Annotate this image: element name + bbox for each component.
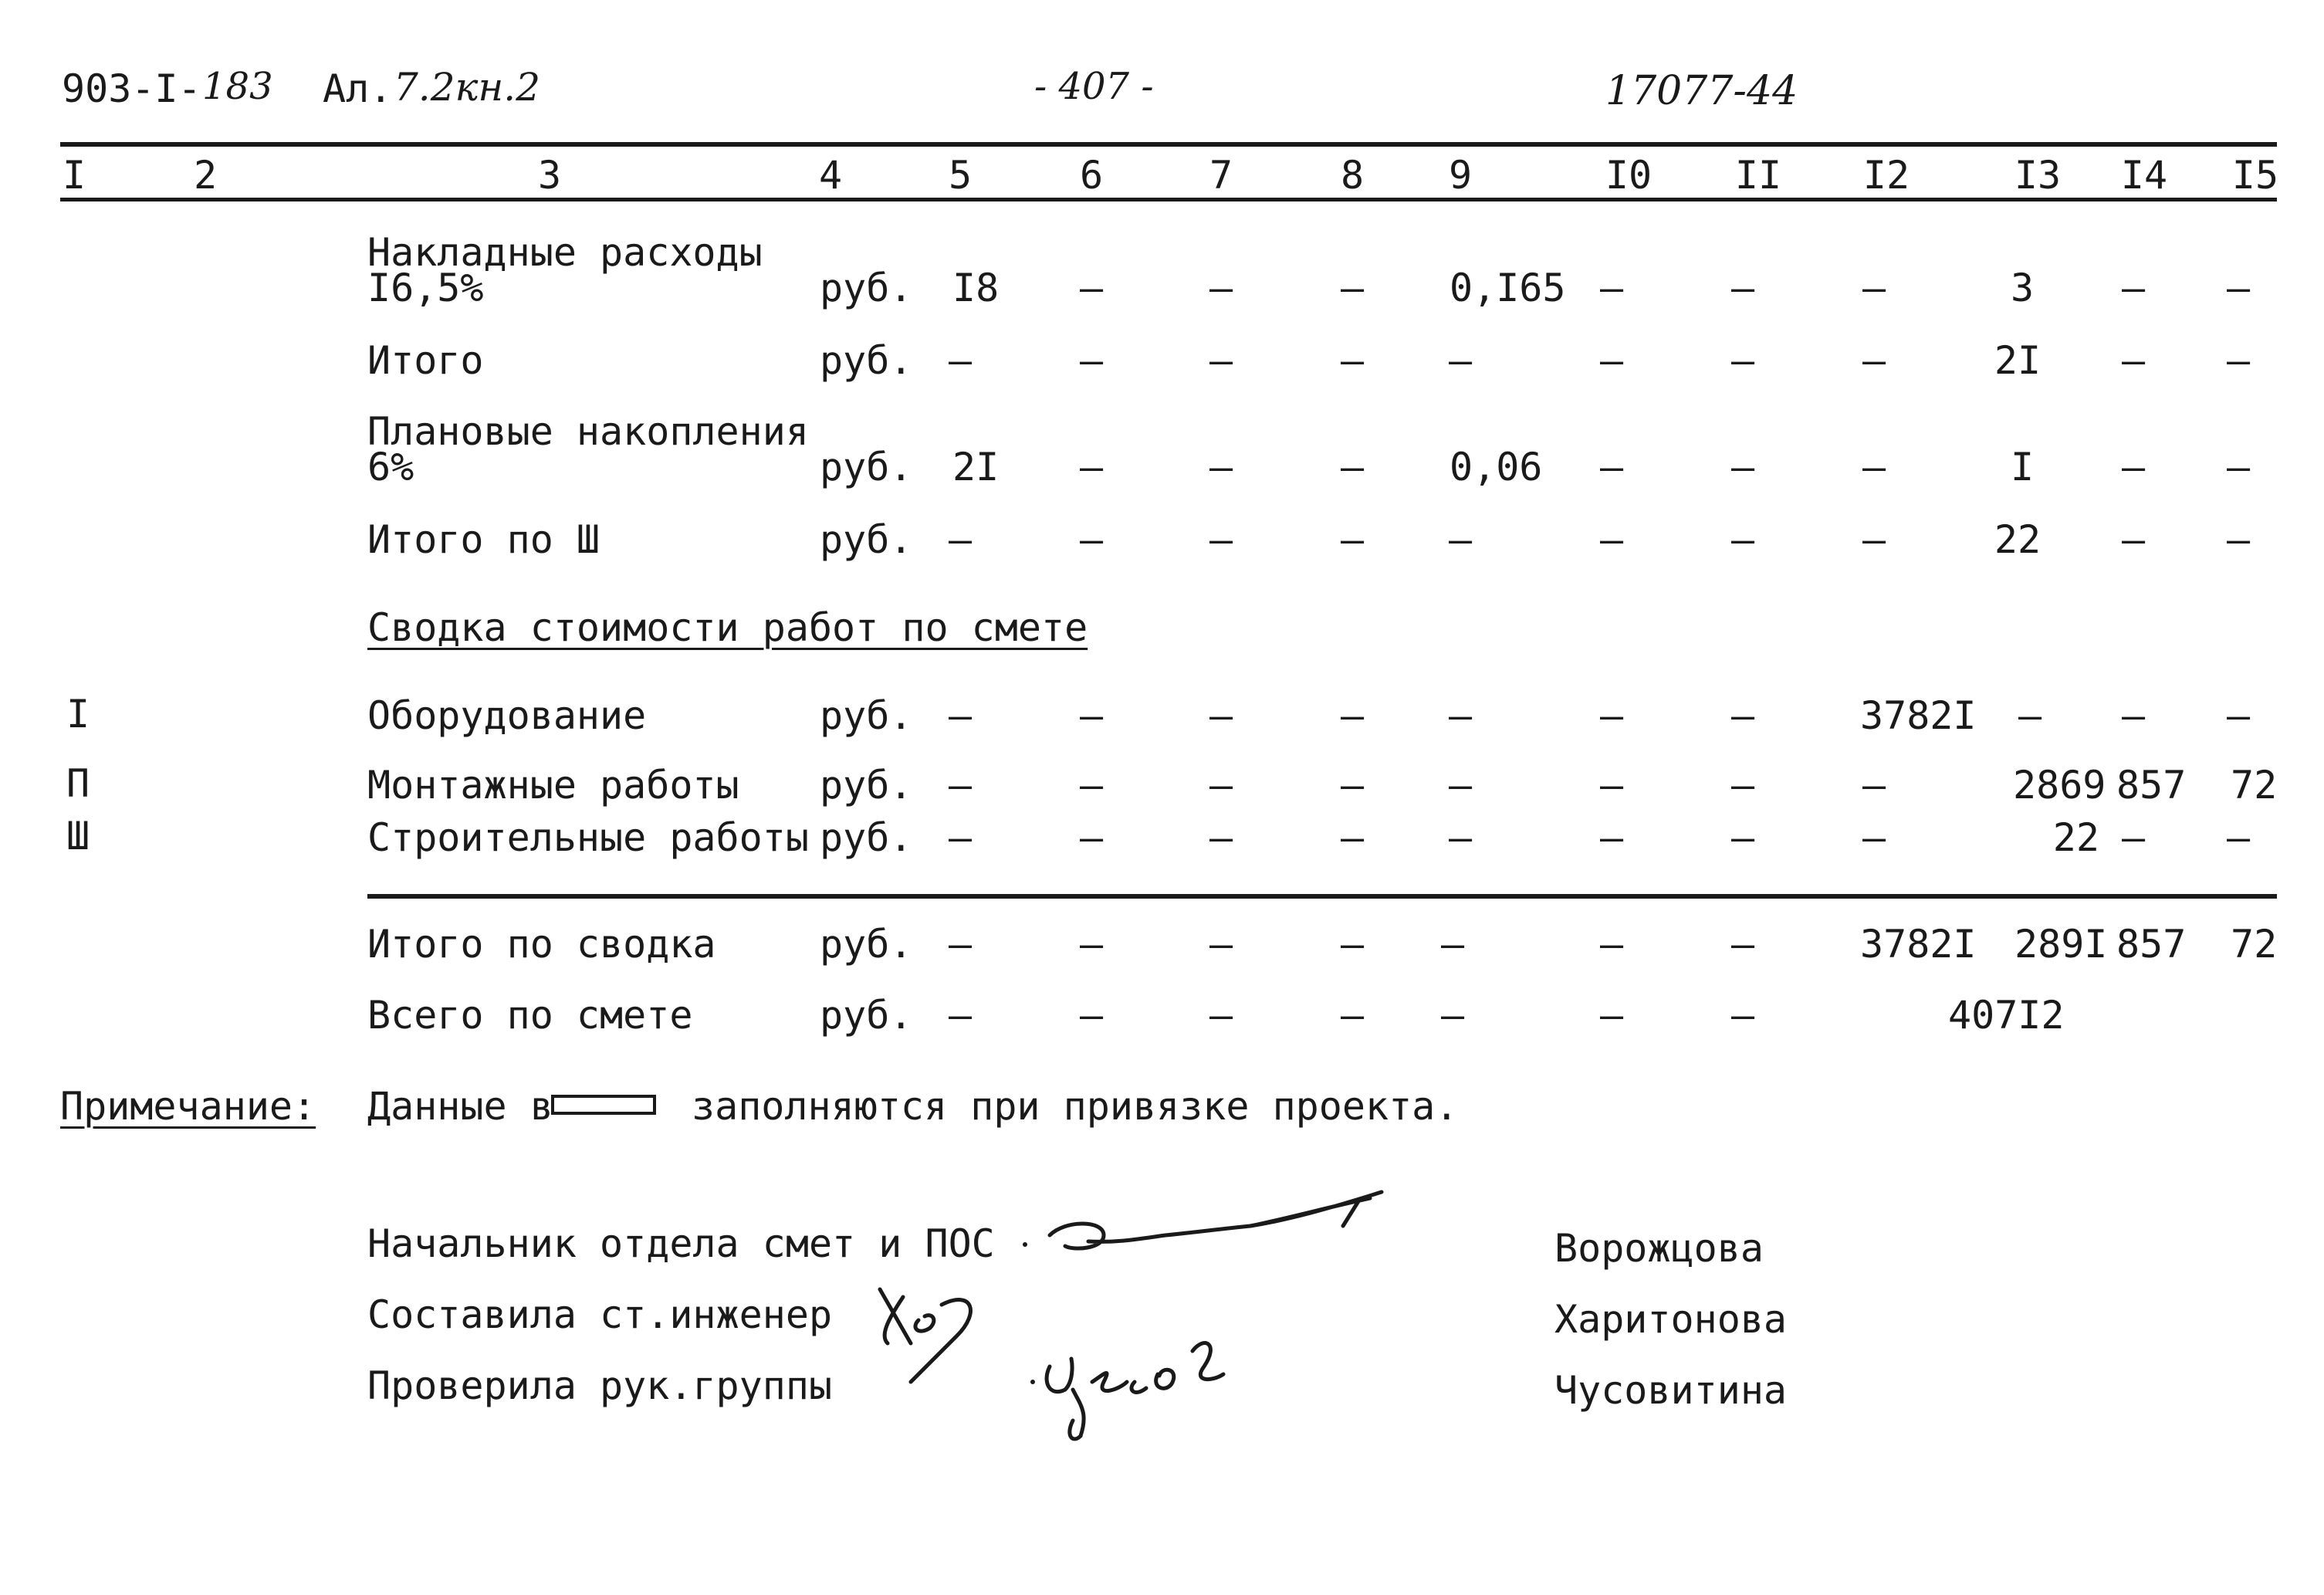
cell-col12: 3782I (1860, 922, 1977, 967)
cell-col5: 2I (952, 445, 1000, 489)
cell-col14: – (2121, 338, 2146, 383)
row-number: I (66, 692, 90, 737)
cell-col15: – (2226, 693, 2251, 738)
unit-cell: руб. (820, 266, 913, 310)
cell-col13: 289I (2014, 922, 2108, 967)
column-number: 9 (1448, 153, 1473, 198)
unit-cell: руб. (820, 763, 913, 808)
cell-col15: 72 (2231, 922, 2278, 967)
cell-col14: – (2121, 693, 2146, 738)
cell-col13: – (2018, 693, 2042, 738)
unit-cell: руб. (820, 338, 913, 383)
cell-col8: – (1340, 922, 1365, 967)
fill-in-box-symbol (551, 1095, 656, 1115)
signature-head (1019, 1181, 1405, 1266)
column-number: 7 (1209, 153, 1233, 198)
cell-col7: – (1209, 922, 1233, 967)
column-number: II (1734, 153, 1782, 198)
cell-col12: – (1862, 517, 1886, 562)
cell-col6: – (1079, 922, 1104, 967)
cell-col11: – (1730, 266, 1755, 310)
cell-col10: – (1599, 338, 1624, 383)
cell-col6: – (1079, 993, 1104, 1038)
cell-col14: – (2121, 266, 2146, 310)
cell-col7: – (1209, 445, 1233, 489)
cell-col9: – (1448, 338, 1473, 383)
column-number: 2 (193, 153, 218, 198)
cell-col8: – (1340, 815, 1365, 860)
cell-col11: – (1730, 815, 1755, 860)
cell-col13: 3 (2010, 266, 2035, 310)
series-number-handwritten: 183 (202, 65, 273, 108)
column-number: I (62, 153, 86, 198)
cell-col10: – (1599, 763, 1624, 808)
signer-name-compiler: Харитонова (1554, 1297, 1788, 1342)
column-number: I2 (1862, 153, 1910, 198)
cell-col14: 857 (2116, 763, 2187, 808)
cell-col13: 2I (1994, 338, 2042, 383)
signer-role-checker: Проверила рук.группы (367, 1363, 833, 1408)
cell-col13: I (2010, 445, 2035, 489)
signature-compiler (864, 1274, 1019, 1405)
cell-col5: – (948, 763, 973, 808)
unit-cell: руб. (820, 693, 913, 738)
row-label-rate: 6% (367, 445, 414, 489)
cell-col9: 0,I65 (1450, 266, 1566, 310)
row-label: Монтажные работы (367, 763, 739, 808)
cell-col10: – (1599, 922, 1624, 967)
cell-col12: 3782I (1860, 693, 1977, 738)
unit-cell: руб. (820, 815, 913, 860)
cell-col10: – (1599, 266, 1624, 310)
cell-col12: – (1862, 763, 1886, 808)
column-number: 3 (537, 153, 562, 198)
cell-col5: – (948, 693, 973, 738)
note-text-end: заполняются при привязке проекта. (692, 1084, 1459, 1129)
row-label: Оборудование (367, 693, 647, 738)
row-label: Строительные работы (367, 815, 809, 860)
row-label: Плановые накопления (367, 409, 809, 454)
signer-role-compiler: Составила ст.инженер (367, 1292, 833, 1337)
column-number: I3 (2014, 153, 2062, 198)
row-label: Накладные расходы (367, 230, 763, 275)
cell-col14: – (2121, 445, 2146, 489)
cell-col7: – (1209, 266, 1233, 310)
unit-cell: руб. (820, 445, 913, 489)
cell-col12: – (1862, 815, 1886, 860)
cell-col9: – (1448, 517, 1473, 562)
cell-col10: – (1599, 815, 1624, 860)
cell-col9: – (1440, 922, 1465, 967)
column-number: I0 (1605, 153, 1653, 198)
note-label: Примечание: (60, 1084, 316, 1129)
cell-col13: 22 (2052, 815, 2099, 860)
cell-col8: – (1340, 693, 1365, 738)
cell-col9: – (1448, 815, 1473, 860)
document-number: 17077-44 (1605, 68, 1798, 114)
row-number: П (66, 761, 90, 806)
signer-name-head: Ворожцова (1554, 1226, 1764, 1271)
column-number: I4 (2120, 153, 2168, 198)
cell-col6: – (1079, 517, 1104, 562)
row-label: Всего по смете (367, 993, 693, 1038)
album-label: Ал. (323, 66, 393, 111)
row-label: Итого по Ш (367, 517, 600, 562)
cell-col14: 857 (2116, 922, 2187, 967)
cell-col15: – (2226, 266, 2251, 310)
cell-col10: – (1599, 993, 1624, 1038)
column-number: 6 (1079, 153, 1104, 198)
cell-col14: – (2121, 815, 2146, 860)
header-top-rule (60, 142, 2277, 147)
cell-col10: – (1599, 517, 1624, 562)
cell-col12: – (1862, 445, 1886, 489)
signer-role-head: Начальник отдела смет и ПОС (367, 1221, 995, 1266)
cell-col5: – (948, 517, 973, 562)
note-text-start: Данные в (367, 1084, 553, 1129)
cell-col11: – (1730, 445, 1755, 489)
summary-title: Сводка стоимости работ по смете (367, 605, 1088, 650)
cell-col15: – (2226, 445, 2251, 489)
cell-col11: – (1730, 763, 1755, 808)
cell-col15: 72 (2231, 763, 2278, 808)
grand-total-value: 407I2 (1948, 993, 2065, 1038)
cell-col6: – (1079, 266, 1104, 310)
cell-col7: – (1209, 517, 1233, 562)
cell-col6: – (1079, 693, 1104, 738)
cell-col13: 22 (1994, 517, 2042, 562)
cell-col8: – (1340, 338, 1365, 383)
cell-col7: – (1209, 815, 1233, 860)
cell-col5: – (948, 815, 973, 860)
unit-cell: руб. (820, 993, 913, 1038)
cell-col6: – (1079, 815, 1104, 860)
column-number: 8 (1340, 153, 1365, 198)
cell-col7: – (1209, 993, 1233, 1038)
cell-col6: – (1079, 338, 1104, 383)
cell-col8: – (1340, 266, 1365, 310)
cell-col9: – (1440, 993, 1465, 1038)
signature-checker (1027, 1320, 1258, 1451)
cell-col5: – (948, 922, 973, 967)
cell-col9: – (1448, 763, 1473, 808)
cell-col12: – (1862, 338, 1886, 383)
cell-col14: – (2121, 517, 2146, 562)
cell-col15: – (2226, 517, 2251, 562)
cell-col11: – (1730, 517, 1755, 562)
column-number: 4 (818, 153, 843, 198)
cell-col8: – (1340, 445, 1365, 489)
column-number: I5 (2231, 153, 2279, 198)
cell-col11: – (1730, 693, 1755, 738)
cell-col11: – (1730, 338, 1755, 383)
column-number: 5 (948, 153, 973, 198)
cell-col10: – (1599, 445, 1624, 489)
cell-col10: – (1599, 693, 1624, 738)
cell-col8: – (1340, 517, 1365, 562)
cell-col8: – (1340, 993, 1365, 1038)
totals-divider (367, 894, 2277, 899)
unit-cell: руб. (820, 922, 913, 967)
cell-col11: – (1730, 993, 1755, 1038)
cell-col7: – (1209, 338, 1233, 383)
row-label: Итого (367, 338, 484, 383)
cell-col7: – (1209, 763, 1233, 808)
cell-col5: – (948, 338, 973, 383)
cell-col6: – (1079, 445, 1104, 489)
cell-col15: – (2226, 338, 2251, 383)
row-number: Ш (66, 814, 90, 858)
signer-name-checker: Чусовитина (1554, 1368, 1788, 1413)
cell-col6: – (1079, 763, 1104, 808)
album-number-handwritten: 7.2кн.2 (394, 65, 541, 110)
cell-col9: 0,06 (1450, 445, 1543, 489)
cell-col12: – (1862, 266, 1886, 310)
row-label: Итого по сводка (367, 922, 716, 967)
cell-col13: 2869 (2013, 763, 2106, 808)
header-bottom-rule (60, 198, 2277, 201)
cell-col15: – (2226, 815, 2251, 860)
series-code: 903-I- (62, 66, 201, 111)
cell-col11: – (1730, 922, 1755, 967)
cell-col7: – (1209, 693, 1233, 738)
cell-col9: – (1448, 693, 1473, 738)
row-label-rate: I6,5% (367, 266, 484, 310)
cell-col5: I8 (952, 266, 1000, 310)
cell-col8: – (1340, 763, 1365, 808)
cell-col5: – (948, 993, 973, 1038)
unit-cell: руб. (820, 517, 913, 562)
page-number: - 407 - (1034, 65, 1154, 108)
